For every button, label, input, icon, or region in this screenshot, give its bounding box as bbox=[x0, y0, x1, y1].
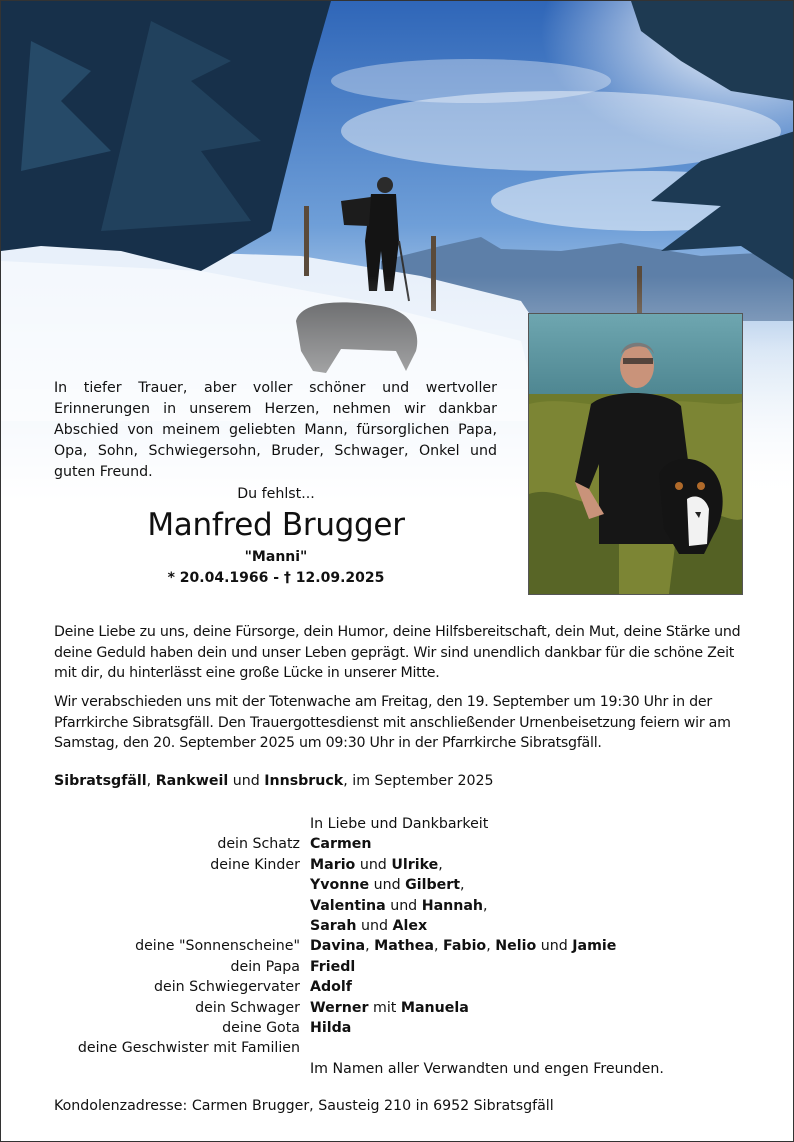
family-row bbox=[54, 875, 754, 895]
family-row bbox=[54, 977, 754, 997]
deceased-name: Manfred Brugger bbox=[147, 507, 405, 543]
member-name: Carmen bbox=[310, 836, 372, 853]
intro-text bbox=[54, 378, 497, 483]
member-name: Hannah bbox=[421, 897, 484, 914]
relation-label: dein Schwiegervater bbox=[153, 979, 300, 996]
relation-label: deine Geschwister mit Familien bbox=[77, 1040, 300, 1057]
member-name: Manuela bbox=[400, 999, 469, 1016]
separator: , bbox=[146, 773, 156, 789]
member-name: Alex bbox=[392, 918, 428, 935]
conjunction: und bbox=[385, 897, 422, 914]
place-name: Sibratsgfäll bbox=[54, 773, 147, 789]
family-row bbox=[54, 814, 754, 834]
member-name: Gilbert bbox=[405, 877, 461, 894]
comma: , bbox=[438, 856, 443, 873]
member-name: Adolf bbox=[310, 979, 352, 996]
separator: , bbox=[486, 938, 496, 955]
member-name: Werner bbox=[310, 999, 369, 1016]
places-line bbox=[54, 773, 494, 789]
family-row bbox=[54, 1059, 754, 1079]
service-paragraph bbox=[54, 692, 744, 754]
relation-label: dein Schwager bbox=[195, 999, 300, 1016]
separator: und bbox=[228, 773, 265, 789]
date-suffix: , im September 2025 bbox=[343, 773, 494, 789]
relation-label: deine "Sonnenscheine" bbox=[135, 938, 300, 955]
remembrance-paragraph bbox=[54, 622, 744, 684]
relation-label: deine Kinder bbox=[210, 856, 300, 873]
portrait-photo bbox=[528, 313, 743, 595]
paragraph-text: Wir verabschieden uns mit der Totenwache am Freitag, den 19. September um 19:30 Uhr in der Pfarrkirche Sibratsgfäll. Den Trauergottesdienst mit anschließender Urnenbeisetzung feiern wir am Samstag, den 20. September 2025 um 09:30 Uhr in der Pfarrkirche Sibratsgfäll. bbox=[54, 694, 731, 751]
comma: , bbox=[460, 877, 465, 894]
member-name: Fabio bbox=[442, 938, 487, 955]
family-row bbox=[54, 916, 754, 936]
life-dates: * 20.04.1966 - † 12.09.2025 bbox=[167, 570, 385, 586]
family-row bbox=[54, 957, 754, 977]
member-name: Valentina bbox=[310, 897, 386, 914]
separator: , bbox=[433, 938, 443, 955]
family-heading: In Liebe und Dankbarkeit bbox=[310, 816, 489, 832]
relation-label: dein Papa bbox=[230, 958, 300, 975]
condolence-address: Kondolenzadresse: Carmen Brugger, Sausteig 210 in 6952 Sibratsgfäll bbox=[54, 1098, 554, 1114]
conjunction: mit bbox=[368, 999, 401, 1016]
family-list bbox=[54, 814, 754, 1079]
member-name: Mario bbox=[310, 856, 356, 873]
family-row bbox=[54, 896, 754, 916]
miss-line: Du fehlst... bbox=[237, 486, 315, 502]
separator: , bbox=[365, 938, 375, 955]
family-row bbox=[54, 1038, 754, 1058]
comma: , bbox=[483, 897, 488, 914]
conjunction: und bbox=[369, 877, 406, 894]
member-name: Mathea bbox=[374, 938, 434, 955]
member-name: Hilda bbox=[310, 1020, 352, 1037]
family-row bbox=[54, 855, 754, 875]
place-name: Rankweil bbox=[155, 773, 229, 789]
member-name: Friedl bbox=[310, 958, 356, 975]
conjunction: und bbox=[356, 918, 393, 935]
conjunction: und bbox=[536, 938, 573, 955]
family-row bbox=[54, 834, 754, 854]
member-name: Jamie bbox=[572, 938, 617, 955]
family-closing: Im Namen aller Verwandten und engen Freunden. bbox=[310, 1060, 664, 1077]
member-name: Davina bbox=[310, 938, 366, 955]
place-name: Innsbruck bbox=[264, 773, 344, 789]
intro-paragraph: In tiefer Trauer, aber voller schöner und wertvoller Erinnerungen in unserem Herzen, nehmen wir dankbar Abschied von meinem geliebten Mann, fürsorglichen Papa, Opa, Sohn, Schwiegersohn, Bruder, Schwager, Onkel und guten Freund. bbox=[54, 380, 497, 480]
family-row bbox=[54, 998, 754, 1018]
relation-label: deine Gota bbox=[222, 1020, 300, 1037]
paragraph-text: Deine Liebe zu uns, deine Fürsorge, dein Humor, deine Hilfsbereitschaft, dein Mut, deine Stärke und deine Geduld haben dein und unser Leben geprägt. Wir sind unendlich dankbar für die schöne Zeit mit dir, du hinterlässt eine große Lücke in unserer Mitte. bbox=[54, 624, 741, 681]
relation-label: dein Schatz bbox=[217, 836, 300, 853]
nickname: "Manni" bbox=[244, 549, 308, 565]
member-name: Yvonne bbox=[310, 877, 370, 894]
conjunction: und bbox=[355, 856, 392, 873]
member-name: Nelio bbox=[495, 938, 537, 955]
member-name: Sarah bbox=[310, 918, 357, 935]
member-name: Ulrike bbox=[391, 856, 439, 873]
family-row bbox=[54, 936, 754, 956]
family-row bbox=[54, 1018, 754, 1038]
